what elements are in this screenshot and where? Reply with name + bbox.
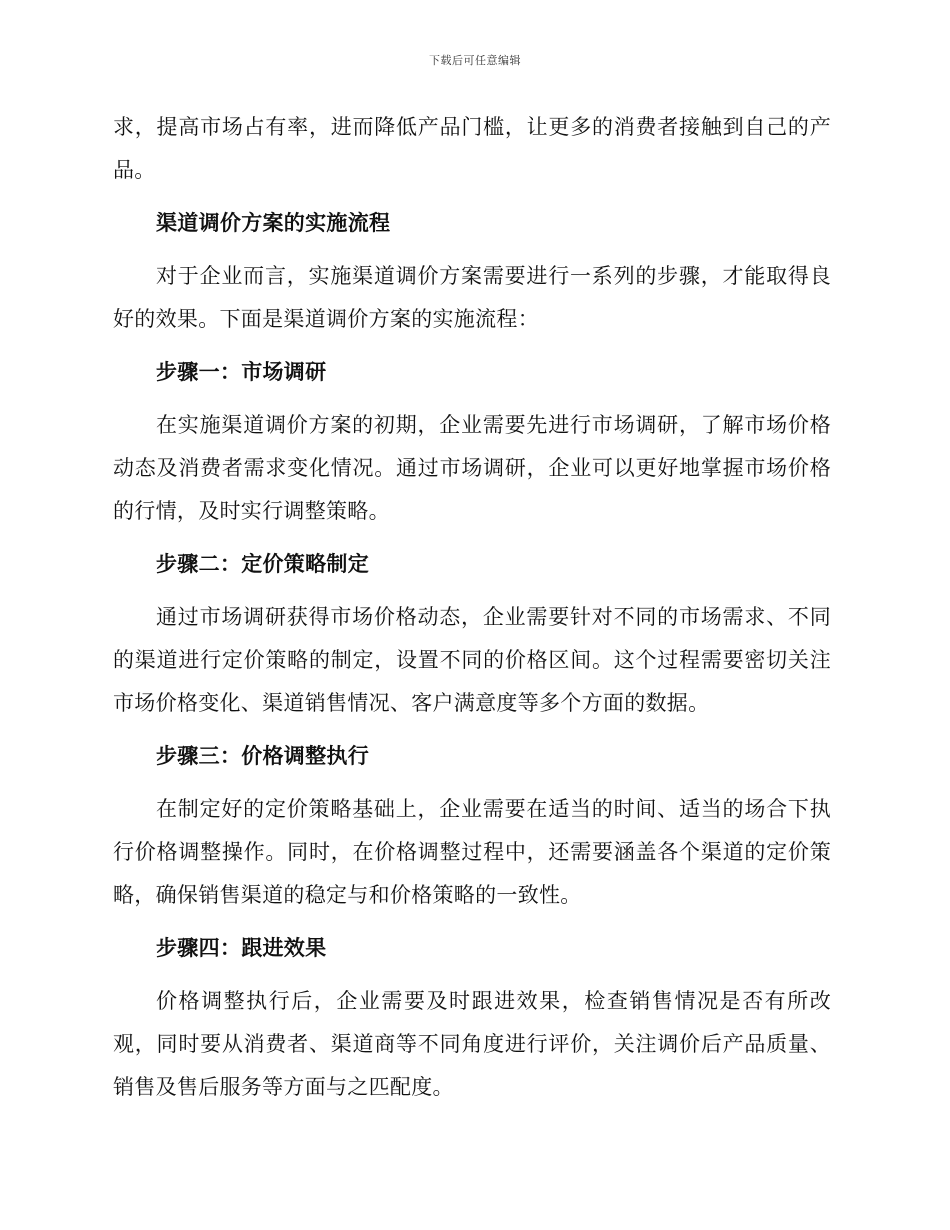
paragraph-step-1: 在实施渠道调价方案的初期，企业需要先进行市场调研，了解市场价格动态及消费者需求变化情况。通过市场调研，企业可以更好地掌握市场价格的行情，及时实行调整策略。 bbox=[113, 413, 831, 523]
paragraph-step-4: 价格调整执行后，企业需要及时跟进效果，检查销售情况是否有所改观，同时要从消费者、渠道商等不同角度进行评价，关注调价后产品质量、销售及售后服务等方面与之匹配度。 bbox=[113, 989, 831, 1099]
paragraph-step-2: 通过市场调研获得市场价格动态，企业需要针对不同的市场需求、不同的渠道进行定价策略的制定，设置不同的价格区间。这个过程需要密切关注市场价格变化、渠道销售情况、客户满意度等多个方面的数据。 bbox=[113, 605, 831, 715]
section-heading-implementation-process: 渠道调价方案的实施流程 bbox=[156, 211, 391, 235]
step-heading-3: 步骤三：价格调整执行 bbox=[156, 744, 369, 768]
paragraph-continuation: 求，提高市场占有率，进而降低产品门槛，让更多的消费者接触到自己的产品。 bbox=[113, 115, 831, 182]
paragraph-step-3: 在制定好的定价策略基础上，企业需要在适当的时间、适当的场合下执行价格调整操作。同时，在价格调整过程中，还需要涵盖各个渠道的定价策略，确保销售渠道的稳定与和价格策略的一致性。 bbox=[113, 797, 831, 907]
document-body bbox=[113, 106, 831, 1119]
step-heading-1: 步骤一：市场调研 bbox=[156, 360, 327, 384]
paragraph-intro: 对于企业而言，实施渠道调价方案需要进行一系列的步骤，才能取得良好的效果。下面是渠道调价方案的实施流程： bbox=[113, 264, 831, 331]
page-header: 下载后可任意编辑 bbox=[429, 54, 521, 67]
step-heading-4: 步骤四：跟进效果 bbox=[156, 936, 327, 960]
step-heading-2: 步骤二：定价策略制定 bbox=[156, 552, 369, 576]
